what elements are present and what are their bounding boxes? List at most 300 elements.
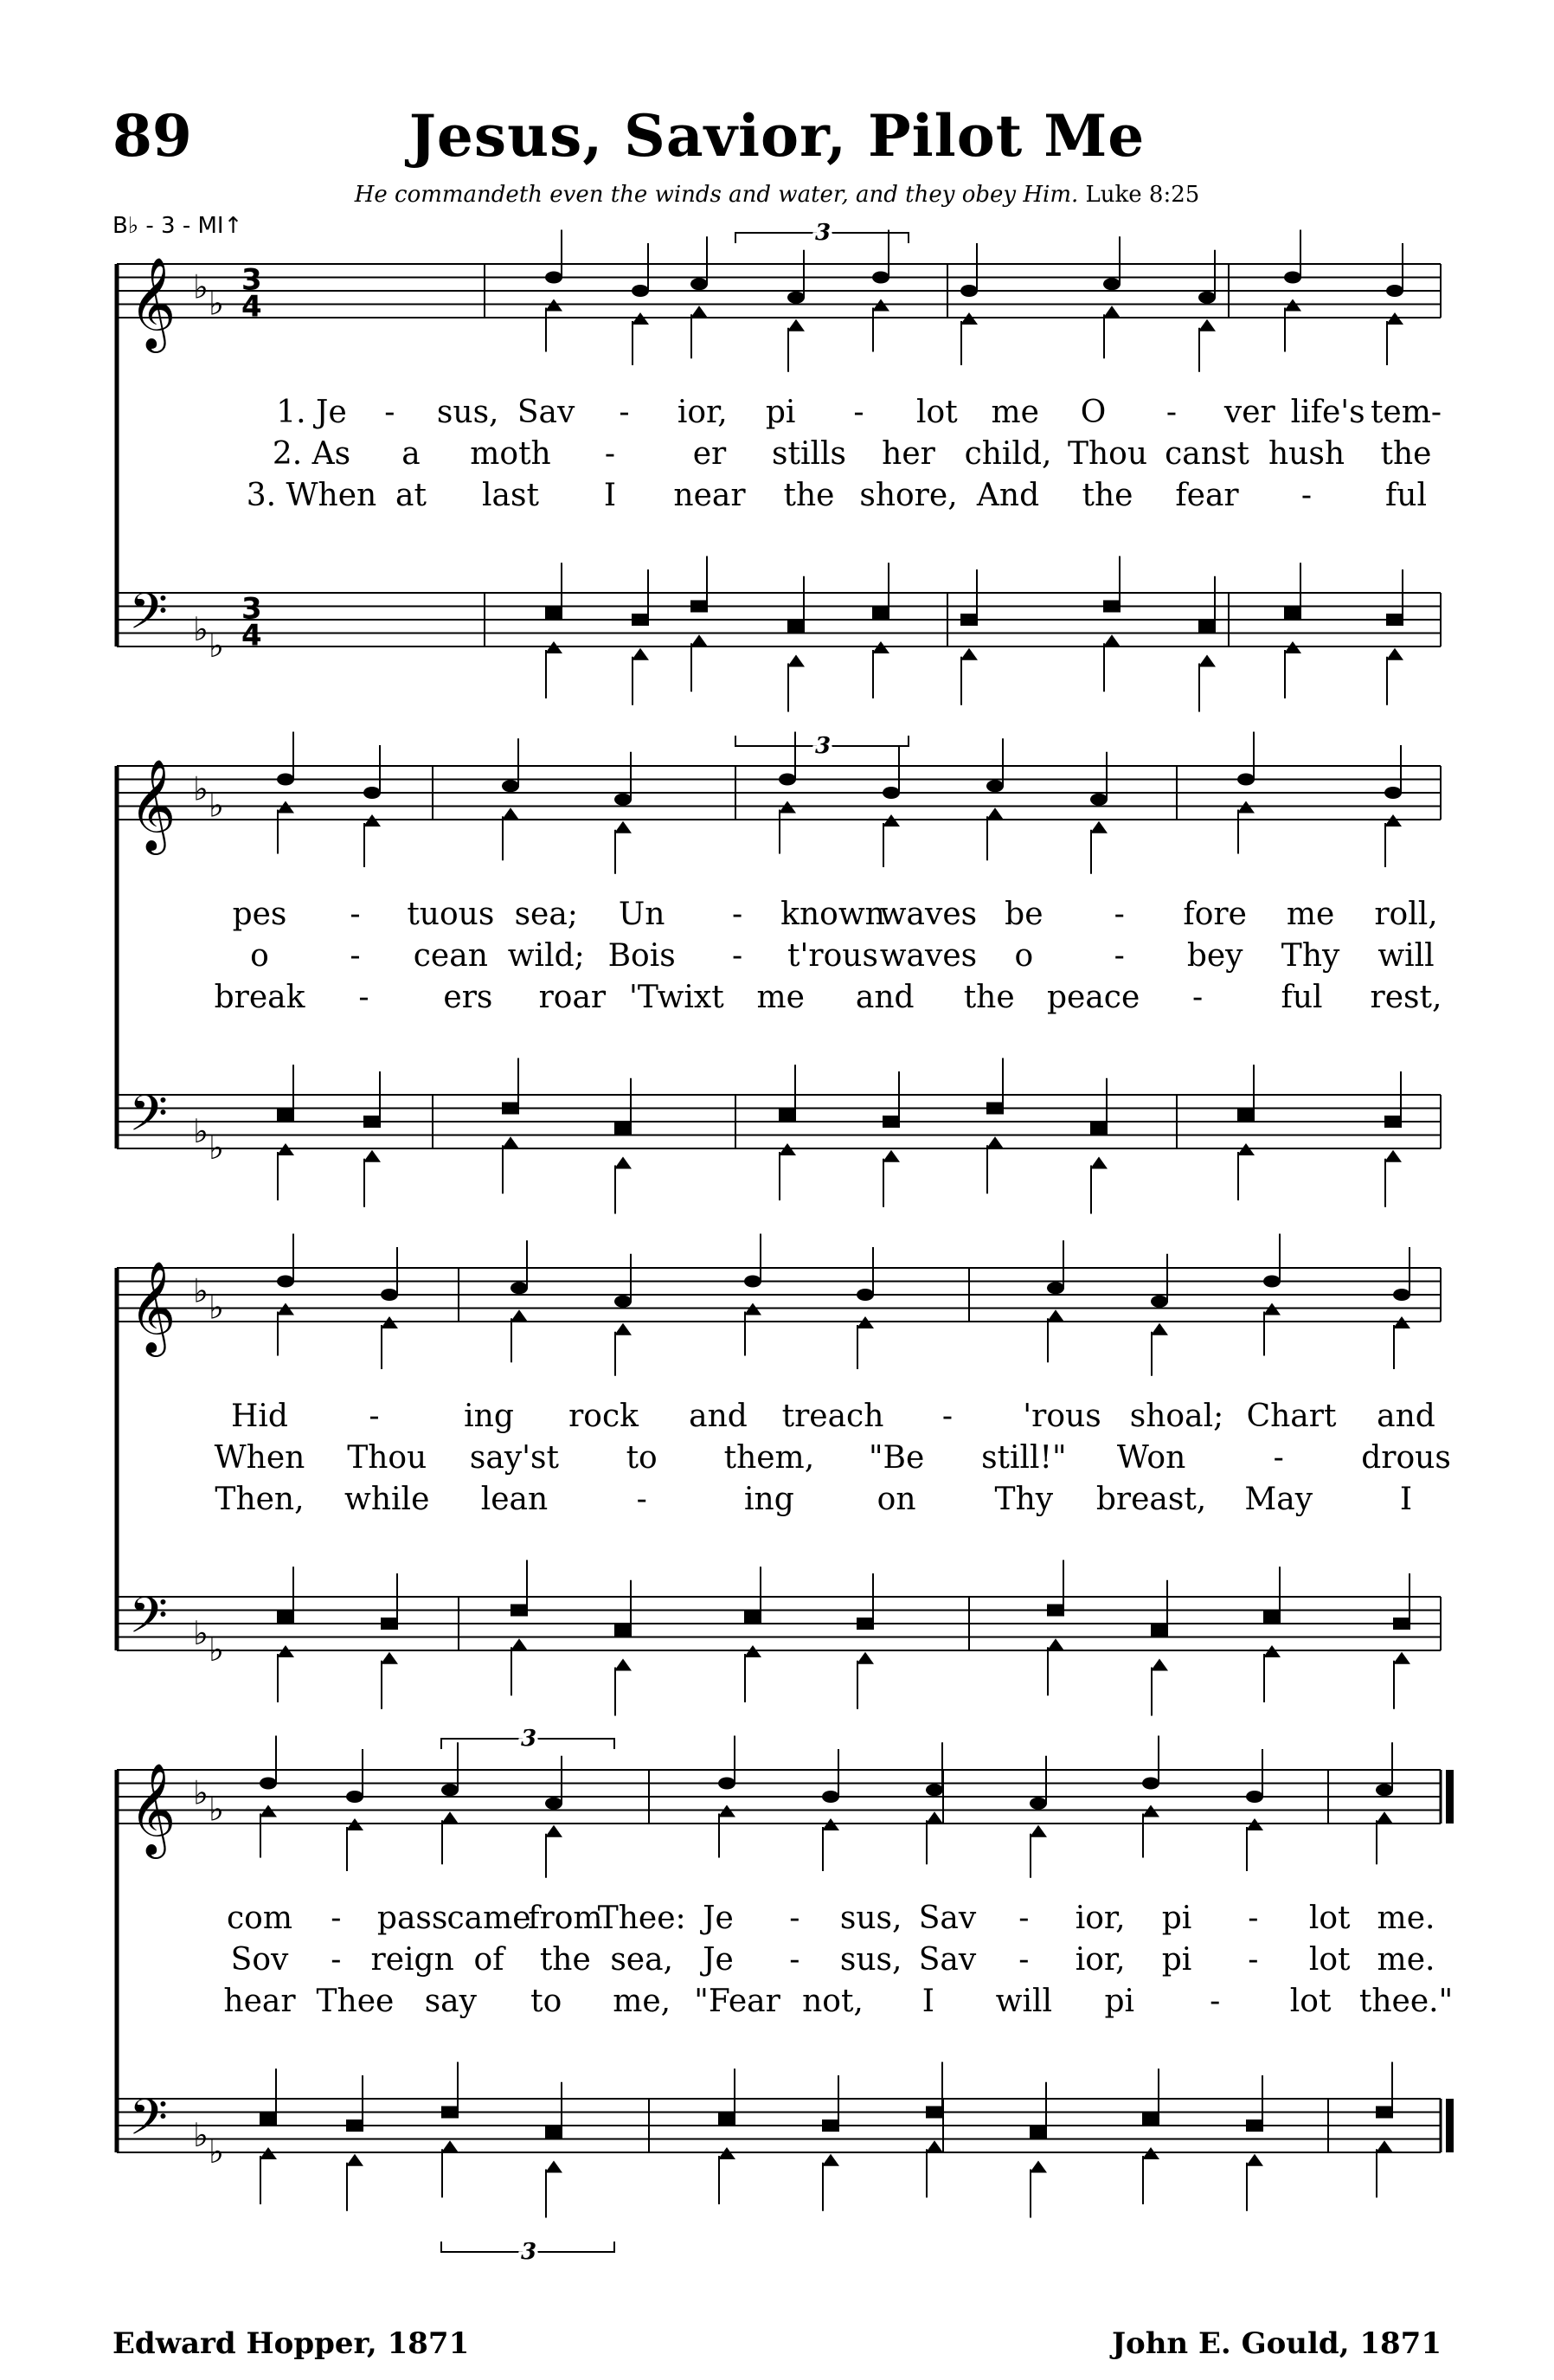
system-3-bass-note	[511, 1638, 528, 1650]
system-4-treble-flat-icon: ♭	[209, 1790, 224, 1829]
lyric-syllable: -	[619, 395, 630, 430]
system-1-treble-note	[960, 285, 978, 297]
lyric-syllable: on	[877, 1482, 916, 1517]
system-2-tenor-note	[1237, 1109, 1255, 1121]
system-2-tenor-note	[614, 1122, 632, 1135]
lyric-syllable: not,	[802, 1984, 864, 2019]
lyric-syllable: -	[384, 395, 395, 430]
lyric-syllable: say	[424, 1984, 477, 2019]
system-2-treble-note	[883, 787, 900, 799]
lyric-syllable: pi	[1104, 1984, 1135, 2019]
system-4-tenor-note	[822, 2119, 839, 2132]
lyric-syllable: ior,	[1075, 1901, 1126, 1936]
lyric-syllable: ing	[464, 1399, 514, 1434]
lyric-syllable: Sav	[918, 1942, 977, 1978]
lyric-syllable: May	[1244, 1482, 1313, 1517]
lyric-syllable: bey	[1186, 938, 1243, 974]
system-1-alto-note	[690, 306, 708, 318]
system-2-tenor-note	[779, 1109, 796, 1121]
system-2-bass-note	[883, 1150, 900, 1162]
system-2-treble-note	[614, 794, 632, 806]
lyric-syllable: ior,	[1075, 1942, 1126, 1978]
system-1-bass-note	[1103, 634, 1121, 646]
system-1-treble-note	[787, 292, 805, 304]
lyric-syllable: known	[780, 897, 885, 932]
system-4-bass-note	[441, 2140, 459, 2152]
lyric-syllable: waves	[879, 897, 978, 932]
system-2-tenor-note	[883, 1116, 900, 1128]
lyric-syllable: to	[530, 1984, 562, 2019]
lyric-syllable: pi	[1161, 1901, 1192, 1936]
lyric-syllable: me	[1286, 897, 1335, 932]
lyric-syllable: canst	[1165, 436, 1249, 472]
lyric-syllable: to	[626, 1440, 658, 1476]
system-1-treble-flat-icon: ♭	[193, 267, 209, 306]
system-4-tenor-note	[1246, 2119, 1263, 2132]
system-4-treble-note	[260, 1778, 277, 1790]
lyric-syllable: ers	[443, 980, 493, 1015]
system-4-bass-flat-icon: ♭	[209, 2132, 224, 2171]
system-3-tenor-note	[1393, 1618, 1410, 1630]
lyric-syllable: -	[789, 1942, 800, 1978]
lyric-syllable: -	[853, 395, 864, 430]
lyric-syllable: fear	[1175, 478, 1239, 513]
lyric-syllable: Thou	[347, 1440, 427, 1476]
lyric-syllable: wild;	[507, 938, 585, 974]
system-4-bass-clef-icon: 𝄢	[129, 2087, 169, 2159]
lyric-syllable: 1. Je	[276, 395, 347, 430]
lyric-syllable: o	[250, 938, 269, 974]
system-4-treble-note	[718, 1778, 735, 1790]
lyric-syllable: Thy	[1281, 938, 1340, 974]
system-1-treble-note	[1386, 285, 1403, 297]
lyric-syllable: Won	[1116, 1440, 1186, 1476]
lyric-syllable: Sav	[517, 395, 575, 430]
lyric-syllable: near	[673, 478, 746, 513]
lyric-syllable: -	[636, 1482, 647, 1517]
lyric-syllable: Sov	[230, 1942, 289, 1978]
system-1-time-sig-bottom: 4	[241, 618, 262, 653]
lyric-syllable: -	[604, 436, 616, 472]
lyric-syllable: 'rous	[1023, 1399, 1101, 1434]
lyric-syllable: ver	[1223, 395, 1275, 430]
system-4-final-barline	[1446, 1770, 1454, 1824]
system-3-bass-note	[614, 1659, 632, 1671]
system-2-treble-note	[502, 780, 519, 792]
system-4-treble-note	[1142, 1778, 1159, 1790]
lyric-syllable: while	[344, 1482, 430, 1517]
system-3-alto-note	[1151, 1323, 1168, 1335]
system-2-treble-note	[986, 780, 1004, 792]
system-3-alto-note	[1047, 1309, 1064, 1322]
system-2-treble-clef-icon: 𝄞	[129, 758, 177, 851]
lyric-syllable: Sav	[918, 1901, 977, 1936]
lyric-syllable: roll,	[1374, 897, 1438, 932]
lyric-syllable: -	[1191, 980, 1204, 1015]
lyric-syllable: -	[1114, 897, 1125, 932]
system-2-tenor-note	[1384, 1116, 1402, 1128]
lyric-syllable: sea;	[514, 897, 578, 932]
lyric-syllable: shoal;	[1129, 1399, 1224, 1434]
lyric-syllable: them,	[723, 1440, 815, 1476]
system-1-treble-note	[872, 272, 889, 284]
system-1-bass-note	[632, 648, 649, 660]
system-3-treble-note	[277, 1276, 294, 1288]
system-1-tenor-note	[960, 614, 978, 626]
lyric-syllable: pes	[232, 897, 287, 932]
system-2-treble-note	[1090, 794, 1108, 806]
lyric-syllable: thee."	[1358, 1984, 1454, 2019]
lyric-syllable: life's	[1290, 395, 1365, 430]
system-2-alto-note	[502, 807, 519, 820]
system-4-treble-note	[1246, 1791, 1263, 1803]
system-1-tenor-note	[1386, 614, 1403, 626]
words-credit: Edward Hopper, 1871	[112, 2326, 470, 2361]
system-3-bass-flat-icon: ♭	[193, 1613, 209, 1652]
lyric-syllable: 'Twixt	[628, 980, 724, 1015]
system-3-bass-note	[857, 1652, 874, 1664]
lyric-syllable: Thy	[994, 1482, 1054, 1517]
lyric-syllable: o	[1014, 938, 1034, 974]
system-4-tenor-note	[346, 2119, 363, 2132]
system-3-bass-note	[1047, 1638, 1064, 1650]
system-2-treble-flat-icon: ♭	[209, 786, 224, 825]
system-2-tenor-note	[363, 1116, 381, 1128]
lyric-syllable: Je	[703, 1942, 734, 1978]
lyric-syllable: from	[528, 1901, 603, 1936]
lyric-syllable: be	[1005, 897, 1043, 932]
system-1-bass-note	[1198, 655, 1216, 667]
system-3-treble-note	[1393, 1289, 1410, 1301]
system-2-alto-note	[614, 821, 632, 833]
system-3-alto-note	[614, 1323, 632, 1335]
scripture-text: He commandeth even the winds and water, and they obey Him.	[354, 182, 1079, 208]
lyric-syllable: moth	[470, 436, 551, 472]
lyric-syllable: lot	[1308, 1942, 1351, 1978]
system-4-treble-note	[822, 1791, 839, 1803]
system-3-treble-note	[614, 1296, 632, 1308]
lyric-syllable: ior,	[677, 395, 728, 430]
lyric-syllable: a	[401, 436, 421, 472]
system-1-time-sig-bottom: 4	[241, 289, 262, 325]
lyric-syllable: the	[1380, 436, 1432, 472]
system-3-treble-note	[1151, 1296, 1168, 1308]
lyric-syllable: tem-	[1370, 395, 1442, 430]
system-2-treble-note	[1384, 787, 1402, 799]
lyric-syllable: at	[395, 478, 427, 513]
lyric-syllable: me.	[1377, 1942, 1435, 1978]
lyric-syllable: will	[1377, 938, 1435, 974]
system-4-treble-note	[1376, 1784, 1393, 1796]
lyric-syllable: break	[214, 980, 305, 1015]
lyric-syllable: still!"	[981, 1440, 1067, 1476]
lyric-syllable: ful	[1281, 980, 1323, 1015]
system-4-treble-note	[926, 1784, 943, 1796]
system-4-tenor-note	[545, 2126, 562, 2139]
system-1-treble-note	[1103, 278, 1121, 290]
lyric-syllable: 3. When	[246, 478, 377, 513]
lyric-syllable: lean	[480, 1482, 549, 1517]
lyric-syllable: of	[473, 1942, 504, 1978]
system-2-tenor-note	[1090, 1122, 1108, 1135]
lyric-syllable: -	[1018, 1901, 1030, 1936]
system-1-treble-note	[690, 278, 708, 290]
system-3-treble-flat-icon: ♭	[193, 1271, 209, 1310]
system-4-bass-note	[545, 2161, 562, 2173]
lyric-syllable: When	[214, 1440, 305, 1476]
lyric-syllable: say'st	[469, 1440, 559, 1476]
system-1-bass-note	[1386, 648, 1403, 660]
system-4-treble-note	[346, 1791, 363, 1803]
lyric-syllable: -	[1248, 1901, 1259, 1936]
lyric-syllable: shore,	[859, 478, 958, 513]
system-1-bass-flat-icon: ♭	[209, 627, 224, 665]
lyric-syllable: sea,	[610, 1942, 673, 1978]
lyric-syllable: drous	[1361, 1440, 1451, 1476]
system-2-bass-clef-icon: 𝄢	[129, 1084, 169, 1155]
lyric-syllable: her	[882, 436, 935, 472]
system-1-treble-clef-icon: 𝄞	[129, 256, 177, 349]
lyric-syllable: And	[976, 478, 1040, 513]
lyric-syllable: sus,	[839, 1942, 902, 1978]
system-4-alto-note	[545, 1825, 562, 1837]
system-4-tenor-note	[1142, 2113, 1159, 2125]
system-2-tenor-note	[277, 1109, 294, 1121]
lyric-syllable: -	[789, 1901, 800, 1936]
system-1-bass-note	[787, 655, 805, 667]
system-4-treble-flat-icon: ♭	[193, 1773, 209, 1812]
system-3-tenor-note	[614, 1624, 632, 1637]
system-2-treble-flat-icon: ♭	[193, 769, 209, 808]
system-4-final-barline	[1446, 2099, 1454, 2152]
lyric-syllable: and	[689, 1399, 748, 1434]
system-1-time-sig-top: 3	[241, 591, 262, 627]
lyric-syllable: 2. As	[272, 436, 351, 472]
lyric-syllable: "Fear	[694, 1984, 780, 2019]
lyric-syllable: and	[855, 980, 915, 1015]
system-4-bass-note	[1246, 2154, 1263, 2166]
lyric-syllable: -	[1300, 478, 1313, 513]
system-3-treble-note	[744, 1276, 761, 1288]
system-1-treble-note	[1284, 272, 1301, 284]
hymn-number: 89	[112, 102, 192, 170]
lyric-syllable: -	[1248, 1942, 1259, 1978]
system-1-bass-flat-icon: ♭	[193, 609, 209, 648]
system-1-alto-note	[1198, 319, 1216, 331]
lyric-syllable: pi	[1161, 1942, 1192, 1978]
system-1-triplet-number: 3	[815, 220, 832, 246]
system-4-treble-note	[1030, 1798, 1047, 1810]
lyric-syllable: ful	[1384, 478, 1428, 513]
system-1-treble-note	[632, 285, 649, 297]
lyric-syllable: Hid	[231, 1399, 288, 1434]
system-2-tenor-note	[986, 1103, 1004, 1115]
system-1-treble-flat-icon: ♭	[209, 284, 224, 323]
lyric-syllable: peace	[1046, 980, 1140, 1015]
lyric-syllable: hush	[1268, 436, 1345, 472]
lyric-syllable: and	[1377, 1399, 1435, 1434]
lyric-syllable: child,	[964, 436, 1052, 472]
system-3-treble-clef-icon: 𝄞	[129, 1260, 177, 1353]
system-1-tenor-note	[690, 601, 708, 613]
system-3-treble-note	[857, 1289, 874, 1301]
key-info: B♭ - 3 - MI↑	[112, 213, 243, 239]
lyric-syllable: me	[756, 980, 805, 1015]
lyric-syllable: will	[995, 1984, 1053, 2019]
lyric-syllable: O	[1080, 395, 1107, 430]
lyric-syllable: Then,	[215, 1482, 305, 1517]
system-4-treble-note	[545, 1798, 562, 1810]
system-3-treble-note	[381, 1289, 398, 1301]
system-1-tenor-note	[545, 607, 562, 619]
lyric-syllable: -	[331, 1942, 342, 1978]
system-1-time-sig-top: 3	[241, 262, 262, 298]
system-3-bass-note	[381, 1652, 398, 1664]
lyric-syllable: -	[731, 938, 743, 974]
lyric-syllable: -	[331, 1901, 342, 1936]
lyric-syllable: tuous	[407, 897, 495, 932]
lyric-syllable: -	[1210, 1984, 1221, 2019]
lyric-syllable: the	[963, 980, 1015, 1015]
lyric-syllable: me.	[1377, 1901, 1435, 1936]
lyric-syllable: t'rous	[787, 938, 878, 974]
system-3-tenor-note	[1047, 1605, 1064, 1617]
lyric-syllable: me,	[613, 1984, 671, 2019]
lyric-syllable: breast,	[1095, 1482, 1207, 1517]
lyric-syllable: the	[783, 478, 835, 513]
hymn-title: Jesus, Savior, Pilot Me	[408, 102, 1146, 170]
lyric-syllable: sus,	[839, 1901, 902, 1936]
system-3-bass-clef-icon: 𝄢	[129, 1586, 169, 1657]
lyric-syllable: rock	[568, 1399, 639, 1434]
lyric-syllable: -	[731, 897, 743, 932]
system-4-bass-note	[1376, 2140, 1393, 2152]
lyric-syllable: me	[991, 395, 1039, 430]
system-4-tenor-note	[718, 2113, 735, 2125]
lyric-syllable: Chart	[1246, 1399, 1337, 1434]
system-4-bass-note	[926, 2140, 943, 2152]
system-3-treble-note	[1263, 1276, 1281, 1288]
system-3-treble-flat-icon: ♭	[209, 1288, 224, 1327]
lyric-syllable: I	[603, 478, 617, 513]
system-2-bass-flat-icon: ♭	[193, 1111, 209, 1150]
lyric-syllable: cean	[413, 938, 488, 974]
system-2-bass-note	[614, 1157, 632, 1169]
lyric-syllable: com	[227, 1901, 292, 1936]
system-1-tenor-note	[1198, 621, 1216, 633]
scripture-reference: Luke 8:25	[1085, 182, 1200, 208]
lyric-syllable: roar	[538, 980, 607, 1015]
system-4-tenor-note	[260, 2113, 277, 2125]
lyric-syllable: -	[1114, 938, 1125, 974]
system-3-tenor-note	[277, 1611, 294, 1623]
system-4-tenor-note	[1376, 2107, 1393, 2119]
lyric-syllable: sus,	[436, 395, 499, 430]
system-3-alto-note	[511, 1309, 528, 1322]
system-4-bass-note	[1030, 2161, 1047, 2173]
system-3-treble-note	[1047, 1282, 1064, 1294]
system-1-tenor-note	[1103, 601, 1121, 613]
system-2-treble-note	[277, 774, 294, 786]
system-4-bass-flat-icon: ♭	[193, 2115, 209, 2154]
system-3-bass-note	[1393, 1652, 1410, 1664]
system-3-treble-note	[511, 1282, 528, 1294]
system-2-treble-note	[779, 774, 796, 786]
system-3-tenor-note	[1263, 1611, 1281, 1623]
system-4-tenor-note	[1030, 2126, 1047, 2139]
lyric-syllable: the	[1082, 478, 1133, 513]
lyric-syllable: -	[1166, 395, 1178, 430]
lyric-syllable: Thou	[1067, 436, 1148, 472]
system-2-alto-note	[1090, 821, 1108, 833]
system-3-bass-flat-icon: ♭	[209, 1631, 224, 1669]
system-2-tenor-note	[502, 1103, 519, 1115]
system-4-tenor-note	[441, 2107, 459, 2119]
lyric-syllable: rest,	[1370, 980, 1442, 1015]
system-4-bass-note	[822, 2154, 839, 2166]
lyric-syllable: -	[350, 897, 361, 932]
lyric-syllable: I	[1399, 1482, 1413, 1517]
lyric-syllable: the	[539, 1942, 591, 1978]
system-4-triplet-number: 3	[521, 2239, 537, 2265]
system-1-tenor-note	[787, 621, 805, 633]
system-2-bass-note	[502, 1136, 519, 1148]
lyric-syllable: pass	[376, 1901, 448, 1936]
lyric-syllable: er	[692, 436, 727, 472]
system-3-tenor-note	[857, 1618, 874, 1630]
lyric-syllable: waves	[879, 938, 978, 974]
system-1-tenor-note	[632, 614, 649, 626]
lyric-syllable: Bois	[607, 938, 676, 974]
system-1-triplet-number: 3	[815, 733, 832, 759]
system-1-bass-note	[960, 648, 978, 660]
system-1-treble-note	[545, 272, 562, 284]
lyric-syllable: reign	[370, 1942, 454, 1978]
system-4-alto-note	[926, 1811, 943, 1824]
system-2-bass-note	[1384, 1150, 1402, 1162]
system-3-bass-note	[1151, 1659, 1168, 1671]
lyric-syllable: pi	[765, 395, 796, 430]
lyric-syllable: -	[1273, 1440, 1284, 1476]
lyric-syllable: -	[358, 980, 369, 1015]
lyric-syllable: -	[1018, 1942, 1030, 1978]
lyric-syllable: "Be	[868, 1440, 925, 1476]
lyric-syllable: -	[369, 1399, 380, 1434]
system-1-bass-note	[690, 634, 708, 646]
lyric-syllable: lot	[1289, 1984, 1332, 2019]
lyric-syllable: Thee:	[597, 1901, 686, 1936]
lyric-syllable: ing	[744, 1482, 794, 1517]
system-4-bass-note	[346, 2154, 363, 2166]
lyric-syllable: treach	[781, 1399, 884, 1434]
system-2-bass-flat-icon: ♭	[209, 1129, 224, 1167]
system-2-bass-note	[363, 1150, 381, 1162]
lyric-syllable: Thee	[316, 1984, 395, 2019]
system-2-alto-note	[986, 807, 1004, 820]
system-4-triplet-number: 3	[521, 1726, 537, 1752]
system-2-treble-note	[1237, 774, 1255, 786]
system-1-bass-clef-icon: 𝄢	[129, 582, 169, 653]
system-4-treble-note	[441, 1784, 459, 1796]
lyric-syllable: hear	[223, 1984, 296, 2019]
lyric-syllable: I	[921, 1984, 935, 2019]
lyric-syllable: fore	[1183, 897, 1247, 932]
lyric-syllable: came	[446, 1901, 531, 1936]
system-4-alto-note	[441, 1811, 459, 1824]
system-2-treble-note	[363, 787, 381, 799]
system-4-alto-note	[1376, 1811, 1393, 1824]
lyric-syllable: -	[941, 1399, 954, 1434]
